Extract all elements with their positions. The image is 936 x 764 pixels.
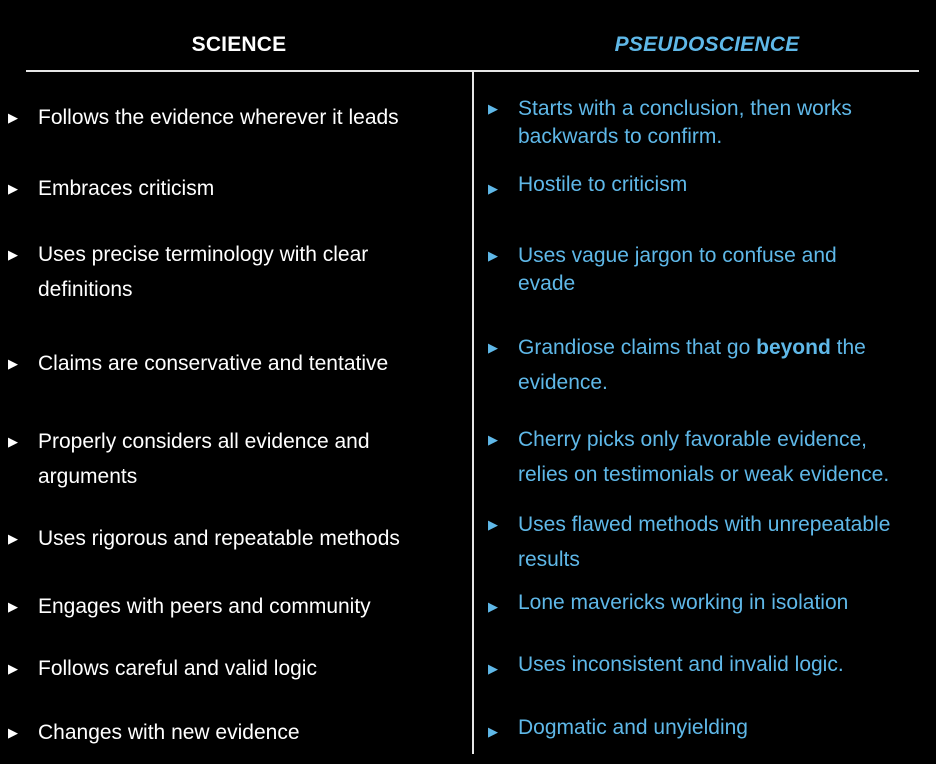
bullet-arrow-icon: ▶: [8, 181, 18, 196]
science-column-header: SCIENCE: [191, 33, 287, 56]
bullet-arrow-icon: ▶: [488, 517, 498, 532]
pseudoscience-item-text: Lone mavericks working in isolation: [518, 591, 849, 614]
science-item-text: Properly considers all evidence and arguments: [38, 430, 370, 488]
bullet-arrow-icon: ▶: [488, 248, 498, 263]
pseudoscience-item-text: Dogmatic and unyielding: [518, 716, 748, 739]
bullet-arrow-icon: ▶: [8, 110, 18, 125]
science-item-text: Engages with peers and community: [38, 595, 371, 618]
pseudoscience-item-text: Grandiose claims that go beyond the evidence.: [518, 336, 866, 394]
science-item-text: Claims are conservative and tentative: [38, 352, 389, 375]
bullet-arrow-icon: ▶: [488, 599, 498, 614]
bullet-arrow-icon: ▶: [8, 434, 18, 449]
bullet-arrow-icon: ▶: [8, 661, 18, 676]
bullet-arrow-icon: ▶: [488, 432, 498, 447]
bullet-arrow-icon: ▶: [488, 181, 498, 196]
science-item-text: Follows careful and valid logic: [38, 657, 317, 680]
bullet-arrow-icon: ▶: [488, 724, 498, 739]
column-divider: [472, 72, 474, 754]
pseudoscience-item-text: Hostile to criticism: [518, 173, 688, 196]
emphasis-beyond: beyond: [756, 336, 831, 359]
bullet-arrow-icon: ▶: [8, 247, 18, 262]
bullet-arrow-icon: ▶: [488, 340, 498, 355]
science-item-text: Uses precise terminology with clear definitions: [38, 243, 369, 301]
science-item-text: Uses rigorous and repeatable methods: [38, 527, 400, 550]
bullet-arrow-icon: ▶: [8, 599, 18, 614]
bullet-arrow-icon: ▶: [8, 531, 18, 546]
science-item-text: Embraces criticism: [38, 177, 215, 200]
pseudoscience-item-text: Uses flawed methods with unrepeatable results: [518, 513, 891, 571]
pseudoscience-column-header: PSEUDOSCIENCE: [614, 33, 800, 56]
bullet-arrow-icon: ▶: [8, 725, 18, 740]
pseudoscience-item-text: Starts with a conclusion, then works backwards to confirm.: [518, 97, 852, 148]
bullet-arrow-icon: ▶: [8, 356, 18, 371]
bullet-arrow-icon: ▶: [488, 101, 498, 116]
bullet-arrow-icon: ▶: [488, 661, 498, 676]
pseudoscience-item-text: Uses vague jargon to confuse and evade: [518, 244, 837, 295]
pseudoscience-item-text: Cherry picks only favorable evidence, relies on testimonials or weak evidence.: [518, 428, 890, 486]
pseudoscience-item-text: Uses inconsistent and invalid logic.: [518, 653, 844, 676]
science-item-text: Changes with new evidence: [38, 721, 300, 744]
science-item-text: Follows the evidence wherever it leads: [38, 106, 399, 129]
